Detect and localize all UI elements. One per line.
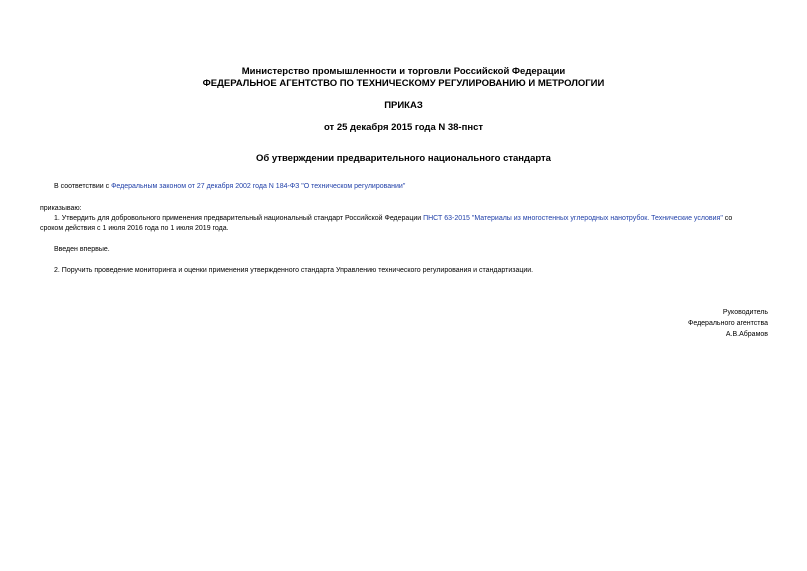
item-1-suffix: со bbox=[722, 215, 733, 222]
signature-position: Руководитель bbox=[722, 309, 768, 316]
item-2-paragraph: 2. Поручить проведение мониторинга и оценки применения утвержденного стандарта Управлению технического регулирования и стандартизации. bbox=[54, 267, 534, 274]
document-title: Об утверждении предварительного национального стандарта bbox=[256, 153, 551, 164]
item-1-line-2: сроком действия с 1 июля 2016 года по 1 июля 2019 года. bbox=[40, 225, 229, 232]
preamble-prefix: В соответствии с bbox=[54, 183, 112, 190]
federal-law-link[interactable]: Федеральным законом от 27 декабря 2002 года N 184-ФЗ "О техническом регулировании" bbox=[111, 183, 406, 190]
order-word: приказываю: bbox=[40, 205, 82, 212]
doc-type-heading: ПРИКАЗ bbox=[384, 100, 423, 111]
ministry-heading: Министерство промышленности и торговли Российской Федерации bbox=[241, 66, 566, 77]
signature-agency: Федерального агентства bbox=[688, 320, 768, 327]
standard-link[interactable]: ПНСТ 63-2015 "Материалы из многостенных углеродных нанотрубок. Технические условия" bbox=[423, 215, 723, 222]
signature-name: А.В.Абрамов bbox=[725, 331, 768, 338]
date-number-heading: от 25 декабря 2015 года N 38-пнст bbox=[323, 122, 484, 133]
preamble-paragraph bbox=[54, 182, 405, 192]
item-1-line-1 bbox=[54, 214, 732, 224]
item-1-prefix: 1. Утвердить для добровольного применения предварительный национальный стандарт Российской Федерации bbox=[54, 215, 424, 222]
introduced-note: Введен впервые. bbox=[54, 246, 110, 253]
agency-heading: ФЕДЕРАЛЬНОЕ АГЕНТСТВО ПО ТЕХНИЧЕСКОМУ РЕГУЛИРОВАНИЮ И МЕТРОЛОГИИ bbox=[202, 78, 605, 89]
